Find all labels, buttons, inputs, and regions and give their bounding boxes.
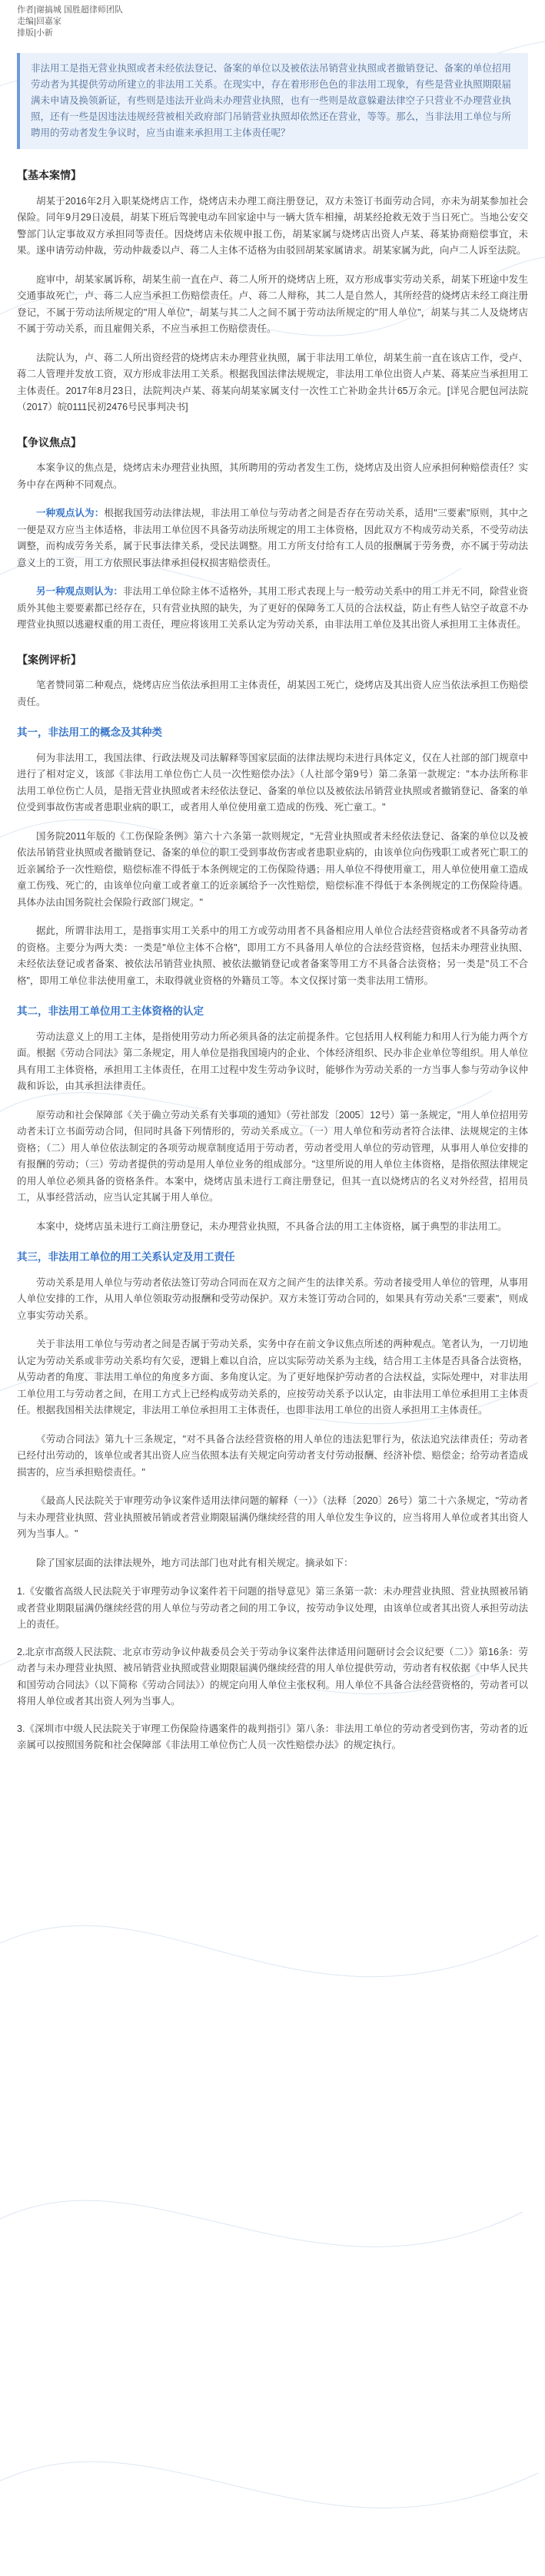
paragraph: 劳动关系是用人单位与劳动者依法签订劳动合同而在双方之间产生的法律关系。劳动者接受用人单位的管理，从事用人单位安排的工作，从用人单位领取劳动报酬和受劳动保护。双方未签订劳动合同的，如果具有劳动关系"三要素"，则成立事实劳动关系。 [17,1276,528,1321]
subsection-title-3: 其三，非法用工单位的用工关系认定及用工责任 [17,1251,235,1263]
paragraph: 胡某于2016年2月入职某烧烤店工作，烧烤店未办理工商注册登记，双方未签订书面劳动合同，亦未为胡某参加社会保险。同年9月29日凌晨，胡某下班后驾驶电动车回家途中与一辆大货车相撞，胡某经抢救无效于当日死亡。当地公安交警部门认定事故双方承担同等责任。因烧烤店未依规申报工伤，胡某家属与烧烤店出资人卢某、蒋某协商赔偿事宜，未果。遂申请劳动仲裁，劳动仲裁委以卢、蒋二人主体不适格为由驳回胡某家属请求。胡某家属为此，向卢二人诉至法院。 [17,195,528,256]
paragraph: 《最高人民法院关于审理劳动争议案件适用法律问题的解释（一）》（法释〔2020〕26号）第二十六条规定，"劳动者与未办理营业执照、营业执照被吊销或者营业期限届满仍继续经营的用人单位发生争议的，应当将用人单位或者其出资人列为当事人。" [17,1495,528,1539]
viewpoint-two-label: 另一种观点则认为： [36,586,123,597]
paragraph: 庭审中，胡某家属诉称，胡某生前一直在卢、蒋二人所开的烧烤店上班，双方形成事实劳动关系，胡某下班途中发生交通事故死亡，卢、蒋二人应当承担工伤赔偿责任。卢、蒋二人辩称，其二人是自然人，其所经营的烧烤店未经工商注册登记，不属于劳动法所规定的"用人单位"，胡某与其二人之间不属于劳动法所规定的"用人单位"，胡某与其二人及烧烤店不属于劳动关系，而且雇佣关系，不应当承担工伤赔偿责任。 [17,273,528,334]
section-title-basic-facts: 【基本案情】 [17,169,81,181]
paragraph: 本案中，烧烤店虽未进行工商注册登记，未办理营业执照，不具备合法的用工主体资格，属于典型的非法用工。 [36,1220,507,1232]
viewpoint-two [17,584,528,634]
editor-line: 走编|回嘉家 [17,17,61,26]
paragraph: 劳动法意义上的用工主体，是指使用劳动力所必须具备的法定前提条件。它包括用人权利能力和用人行为能力两个方面。根据《劳动合同法》第二条规定，用人单位是指我国境内的企业、个体经济组织、民办非企业单位等组织。用人单位具有用工主体资格，承担用工主体责任，在用工过程中发生劳动争议时，能够作为劳动关系的一方当事人参与劳动争议仲裁和诉讼，由其承担法律责任。 [17,1031,528,1091]
subsection-title-1: 其一，非法用工的概念及其种类 [17,727,162,738]
viewpoint-one-label: 一种观点认为： [36,508,105,518]
section-title-dispute: 【争议焦点】 [17,435,81,449]
article-meta [17,5,528,39]
paragraph: 关于非法用工单位与劳动者之间是否属于劳动关系，实务中存在前文争议焦点所述的两种观点。笔者认为，一刀切地认定为劳动关系或非劳动关系均有欠妥，逻辑上难以自洽，应以实际劳动关系为主线，结合用工主体是否具备合法资格，从劳动者的角度、非法用工单位的角度多方面、多角度认定。为了更好地保护劳动者的合法权益，实际处理中，对非法用工单位用工与劳动者之间，在用工方式上已经构成劳动关系的，应按劳动关系予以认定，由非法用工单位承担用工主体责任。根据我国相关法律规定，非法用工单位承担用工主体责任，也即非法用工单位的出资人承担用工主体责任。 [17,1339,528,1415]
viewpoint-two-text: 非法用工单位除主体不适格外，其用工形式表现上与一般劳动关系中的用工并无不同，除营业资质外其他主要要素都已经存在，只有营业执照的缺失，为了更好的保障务工人员的合法权益，防止有些人钻空子故意不办理营业执照以逃避权重的用工责任，理应将该用工关系认定为劳动关系，由非法用工单位及其出资人承担用工主体责任。 [17,586,528,630]
subsection-title-2: 其二，非法用工单位用工主体资格的认定 [17,1005,204,1017]
paragraph: 《劳动合同法》第九十三条规定，"对不具备合法经营资格的用人单位的违法犯罪行为，依法追究法律责任；劳动者已经付出劳动的，该单位或者其出资人应当依照本法有关规定向劳动者支付劳动报酬、经济补偿、赔偿金；给劳动者造成损害的，应当承担赔偿责任。" [17,1433,528,1478]
paragraph: 据此，所谓非法用工，是指事实用工关系中的用工方或劳动用者不具备相应用人单位合法经营资格或者不具备劳动者的资格。主要分为两大类：一类是"单位主体不合格"，即用工方不具备用人单位的合法经营资格，包括未办理营业执照、未经依法登记或者备案、被依法吊销营业执照、被依法撤销登记或者备案等用工方不具备合法资格；另一类是"员工不合格"，即用工单位非法使用童工，未取得就业资格的外籍员工等。本文仅探讨第一类非法用工情形。 [17,925,528,986]
paragraph: 除了国家层面的法律法规外，地方司法部门也对此有相关规定。摘录如下： [36,1557,354,1568]
paragraph: 笔者赞同第二种观点，烧烤店应当依法承担用工主体责任，胡某因工死亡，烧烤店及其出资人应当依法承担工伤赔偿责任。 [17,680,528,707]
paragraph: 国务院2011年版的《工伤保险条例》第六十六条第一款则规定，"无营业执照或者未经依法登记、备案的单位以及被依法吊销营业执照或者撤销登记、备案的单位的职工受到事故伤害或者患职业病的，由该单位向伤残职工或者死亡职工的近亲属给予一次性赔偿，赔偿标准不得低于本条例规定的工伤保险待遇；用人单位不得使用童工，用人单位使用童工造成童工伤残、死亡的，由该单位向童工或者童工的近亲属给予一次性赔偿，赔偿标准不得低于本条例规定的工伤保险待遇。具体办法由国务院社会保险行政部门规定。" [17,830,528,908]
paragraph: 何为非法用工，我国法律、行政法规及司法解释等国家层面的法律法规均未进行具体定义，仅在人社部的部门规章中进行了相对定义，该部《非法用工单位伤亡人员一次性赔偿办法》（人社部令第9号）第二条第一款规定："本办法所称非法用工单位伤亡人员，是指无营业执照或者未经依法登记、备案的单位以及被依法吊销营业执照或者撤销登记、备案的单位受到事故伤害或者患职业病的职工，或者用人单位使用童工造成的伤残、死亡童工。" [17,752,528,813]
local-rule-item: 3.《深圳市中级人民法院关于审理工伤保险待遇案件的裁判指引》第八条：非法用工单位的劳动者受到伤害，劳动者的近亲属可以按照国务院和社会保障部《非法用工单位伤亡人员一次性赔偿办法》的规定执行。 [17,1723,528,1750]
section-title-analysis: 【案例评析】 [17,653,81,666]
paragraph: 法院认为，卢、蒋二人所出资经营的烧烤店未办理营业执照，属于非法用工单位，胡某生前一直在该店工作，受卢、蒋二人管理并发放工资，双方形成非法用工关系。根据我国法律法规规定，非法用工单位出资人卢某、蒋某应当承担用工主体责任。2017年8月23日，法院判决卢某、蒋某向胡某家属支付一次性工亡补助金共计65万余元。[详见合肥包河法院（2017）皖0111民初2476号民事判决书] [17,352,528,412]
paragraph: 本案争议的焦点是，烧烤店未办理营业执照，其所聘用的劳动者发生工伤，烧烤店及出资人应承担何种赔偿责任？实务中存在两种不同观点。 [17,462,528,490]
viewpoint-one-text: 根据我国劳动法律法规，非法用工单位与劳动者之间是否存在劳动关系，适用"三要素"原则，其中之一便是双方应当主体适格，非法用工单位因不具备劳动法所规定的用工主体资格，因此双方不构成劳动关系，不受劳动法调整，而构成劳务关系，属于民事法律关系，受民法调整。用工方所支付给有工人员的报酬属于劳务费，亦不属于劳动法意义上的工资，用工方依照民事法律承担侵权损害赔偿责任。 [17,508,528,568]
intro-quote-box: 非法用工是指无营业执照或者未经依法登记、备案的单位以及被依法吊销营业执照或者撤销登记、备案的单位招用劳动者为其提供劳动所建立的非法用工关系。在现实中，存在着形形色色的非法用工现象，有些是营业执照期限届满未申请及换领新证，有些则是违法开业尚未办理营业执照，也有一些则是故意躲避法律空子只营业不办理营业执照，还有一些是因违法违规经营被相关政府部门吊销营业执照却依然还在营业，等等。那么，当非法用工单位与所聘用的劳动者发生争议时，应当由谁来承担用工主体责任呢？ [17,53,528,149]
local-rule-item: 2.北京市高级人民法院、北京市劳动争议仲裁委员会关于劳动争议案件法律适用问题研讨会会议纪要（二）》第16条：劳动者与未办理营业执照、被吊销营业执照或营业期限届满仍继续经营的用人单位提供劳动，劳动者有权依据《中华人民共和国劳动合同法》（以下简称《劳动合同法》）的规定向用人单位主张权利。用人单位不具备合法经营资格的，劳动者可以将用人单位或者其出资人列为当事人。 [17,1646,528,1707]
local-rule-item: 1.《安徽省高级人民法院关于审理劳动争议案件若干问题的指导意见》第三条第一款：未办理营业执照、营业执照被吊销或者营业期限届满仍继续经营的用人单位与劳动者之间的用工争议，按劳动争议处理，由该单位或者其出资人承担劳动法上的责任。 [17,1586,528,1630]
paragraph: 原劳动和社会保障部《关于确立劳动关系有关事项的通知》（劳社部发〔2005〕12号）第一条规定，"用人单位招用劳动者未订立书面劳动合同，但同时具备下列情形的，劳动关系成立。（一）用人单位和劳动者符合法律、法规规定的主体资格；（二）用人单位依法制定的各项劳动规章制度适用于劳动者，劳动者受用人单位的劳动管理，从事用人单位安排的有报酬的劳动；（三）劳动者提供的劳动是用人单位业务的组成部分。"这里所说的用人单位主体资格，是指依照法律规定的用人单位必须具备的资格条件。本案中，烧烤店虽未进行工商注册登记，但其一直以烧烤店的名义对外经营，招用员工，从事经营活动，应当认定其属于用人单位。 [17,1109,528,1203]
author-line: 作者|谢搞城 国胜超律师团队 [17,5,123,15]
layout-line: 排版|小新 [17,28,53,38]
viewpoint-one [17,505,528,571]
